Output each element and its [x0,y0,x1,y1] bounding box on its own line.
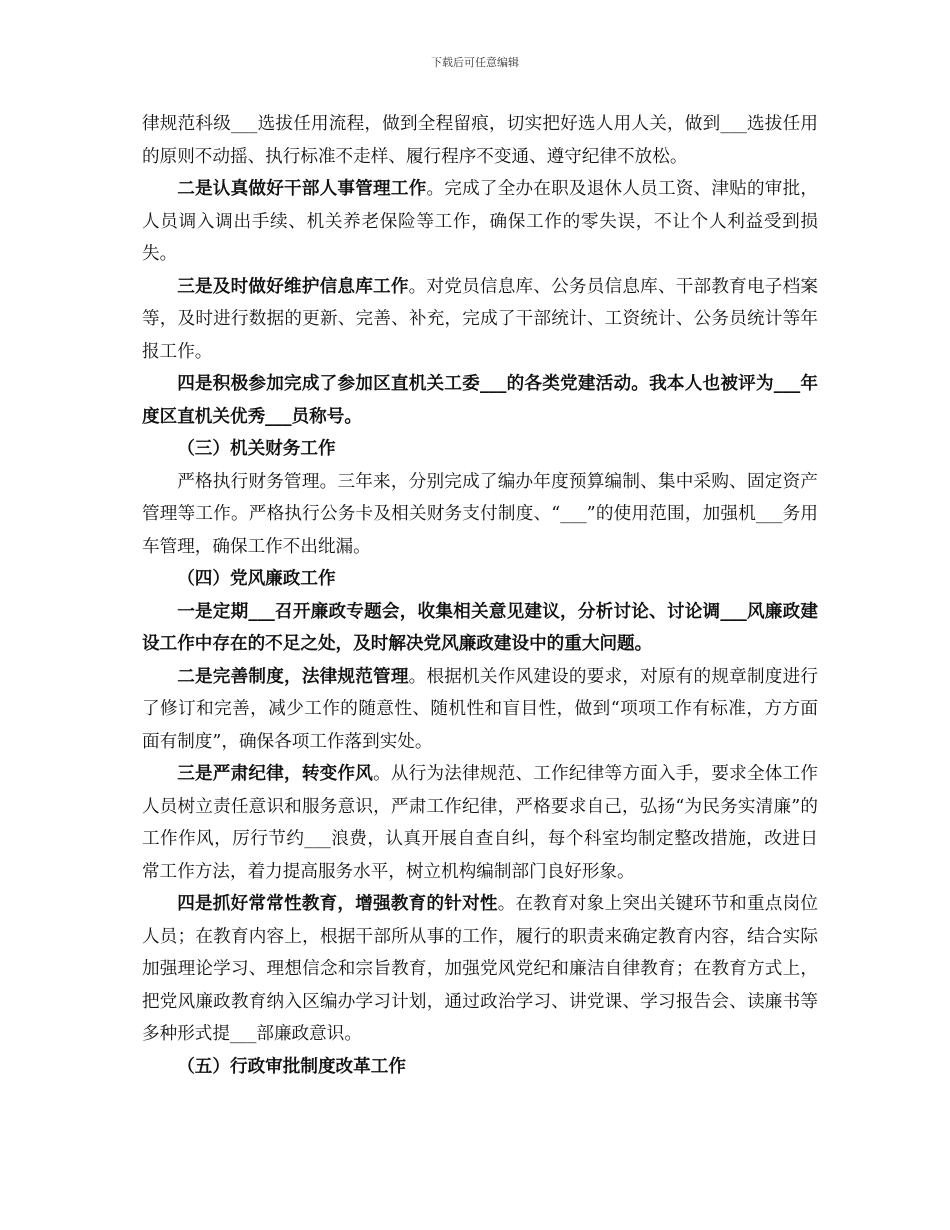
paragraph-information-database [142,271,818,369]
paragraph-lead: 四是抓好常常性教育，增强教育的针对性 [177,893,498,914]
section-heading-approval-reform [142,1051,818,1084]
paragraph-text: 。完成了全办在职及退休人员工资、津贴的审批，人员调入调出手续、机关养老保险等工作，确保工作的零失误，不让个人利益受到损失。 [142,179,818,264]
paragraph-system-improvement [142,661,818,759]
paragraph-lead: 一是定期___召开廉政专题会，收集相关意见建议，分析讨论、讨论调___风廉政建设工作中存在的不足之处，及时解决党风廉政建设中的重大问题。 [142,600,818,654]
paragraph-text: 严格执行财务管理。三年来，分别完成了编办年度预算编制、集中采购、固定资产管理等工作。严格执行公务卡及相关财务支付制度、“___”的使用范围，加强机___务用车管理，确保工作不出纰漏。 [142,471,818,557]
paragraph-text: 律规范科级___选拔任用流程，做到全程留痕，切实把好选人用人关，做到___选拔任用的原则不动摇、执行标准不走样、履行程序不变通、遵守纪律不放松。 [142,114,818,167]
paragraph-text: 。在教育对象上突出关键环节和重点岗位人员；在教育内容上，根据干部所从事的工作，履行的职责来确定教育内容，结合实际加强理论学习、理想信念和宗旨教育，加强党风党纪和廉洁自律教育；在教育方式上，把党风廉政教育纳入区编办学习计划，通过政治学习、讲党课、学习报告会、读廉书等多种形式提___部廉政意识。 [142,894,818,1044]
section-heading-text: （五）行政审批制度改革工作 [177,1055,406,1077]
paragraph-lead: 三是严肃纪律，转变作风 [177,763,374,784]
section-heading-finance [142,433,818,466]
paragraph-personnel-management [142,173,818,271]
paragraph-text: 。根据机关作风建设的要求，对原有的规章制度进行了修订和完善，减少工作的随意性、随机性和盲目性，做到“项项工作有标准，方方面面有制度”，确保各项工作落到实处。 [142,666,818,752]
paragraph-continuation [142,108,818,173]
document-body [142,108,818,1083]
paragraph-lead: 四是积极参加完成了参加区直机关工委___的各类党建活动。我本人也被评为___年度区直机关优秀___员称号。 [142,373,818,427]
paragraph-discipline [142,758,818,888]
paragraph-lead: 三是及时做好维护信息库工作 [177,275,409,297]
paragraph-finance [142,466,818,564]
paragraph-education [142,888,818,1051]
paragraph-lead: 二是认真做好干部人事管理工作 [177,178,427,199]
page-header: 下载后可任意编辑 [431,56,519,69]
section-heading-text: （四）党风廉政工作 [177,568,336,589]
paragraph-text: 。从行为法律规范、工作纪律等方面入手，要求全体工作人员树立责任意识和服务意识，严肃工作纪律，严格要求自己，弘扬“为民务实清廉”的工作作风，厉行节约___浪费，认真开展自查自纠，每个科室均制定整改措施，改进日常工作方法，着力提高服务水平，树立机构编制部门良好形象。 [142,764,818,882]
section-heading-text: （三）机关财务工作 [177,438,336,459]
paragraph-integrity-meetings [142,596,818,661]
paragraph-lead: 二是完善制度，法律规范管理 [177,665,409,687]
paragraph-text: 。对党员信息库、公务员信息库、干部教育电子档案等，及时进行数据的更新、完善、补充，完成了干部统计、工资统计、公务员统计等年报工作。 [142,276,818,362]
paragraph-party-activities [142,368,818,433]
section-heading-integrity [142,563,818,596]
